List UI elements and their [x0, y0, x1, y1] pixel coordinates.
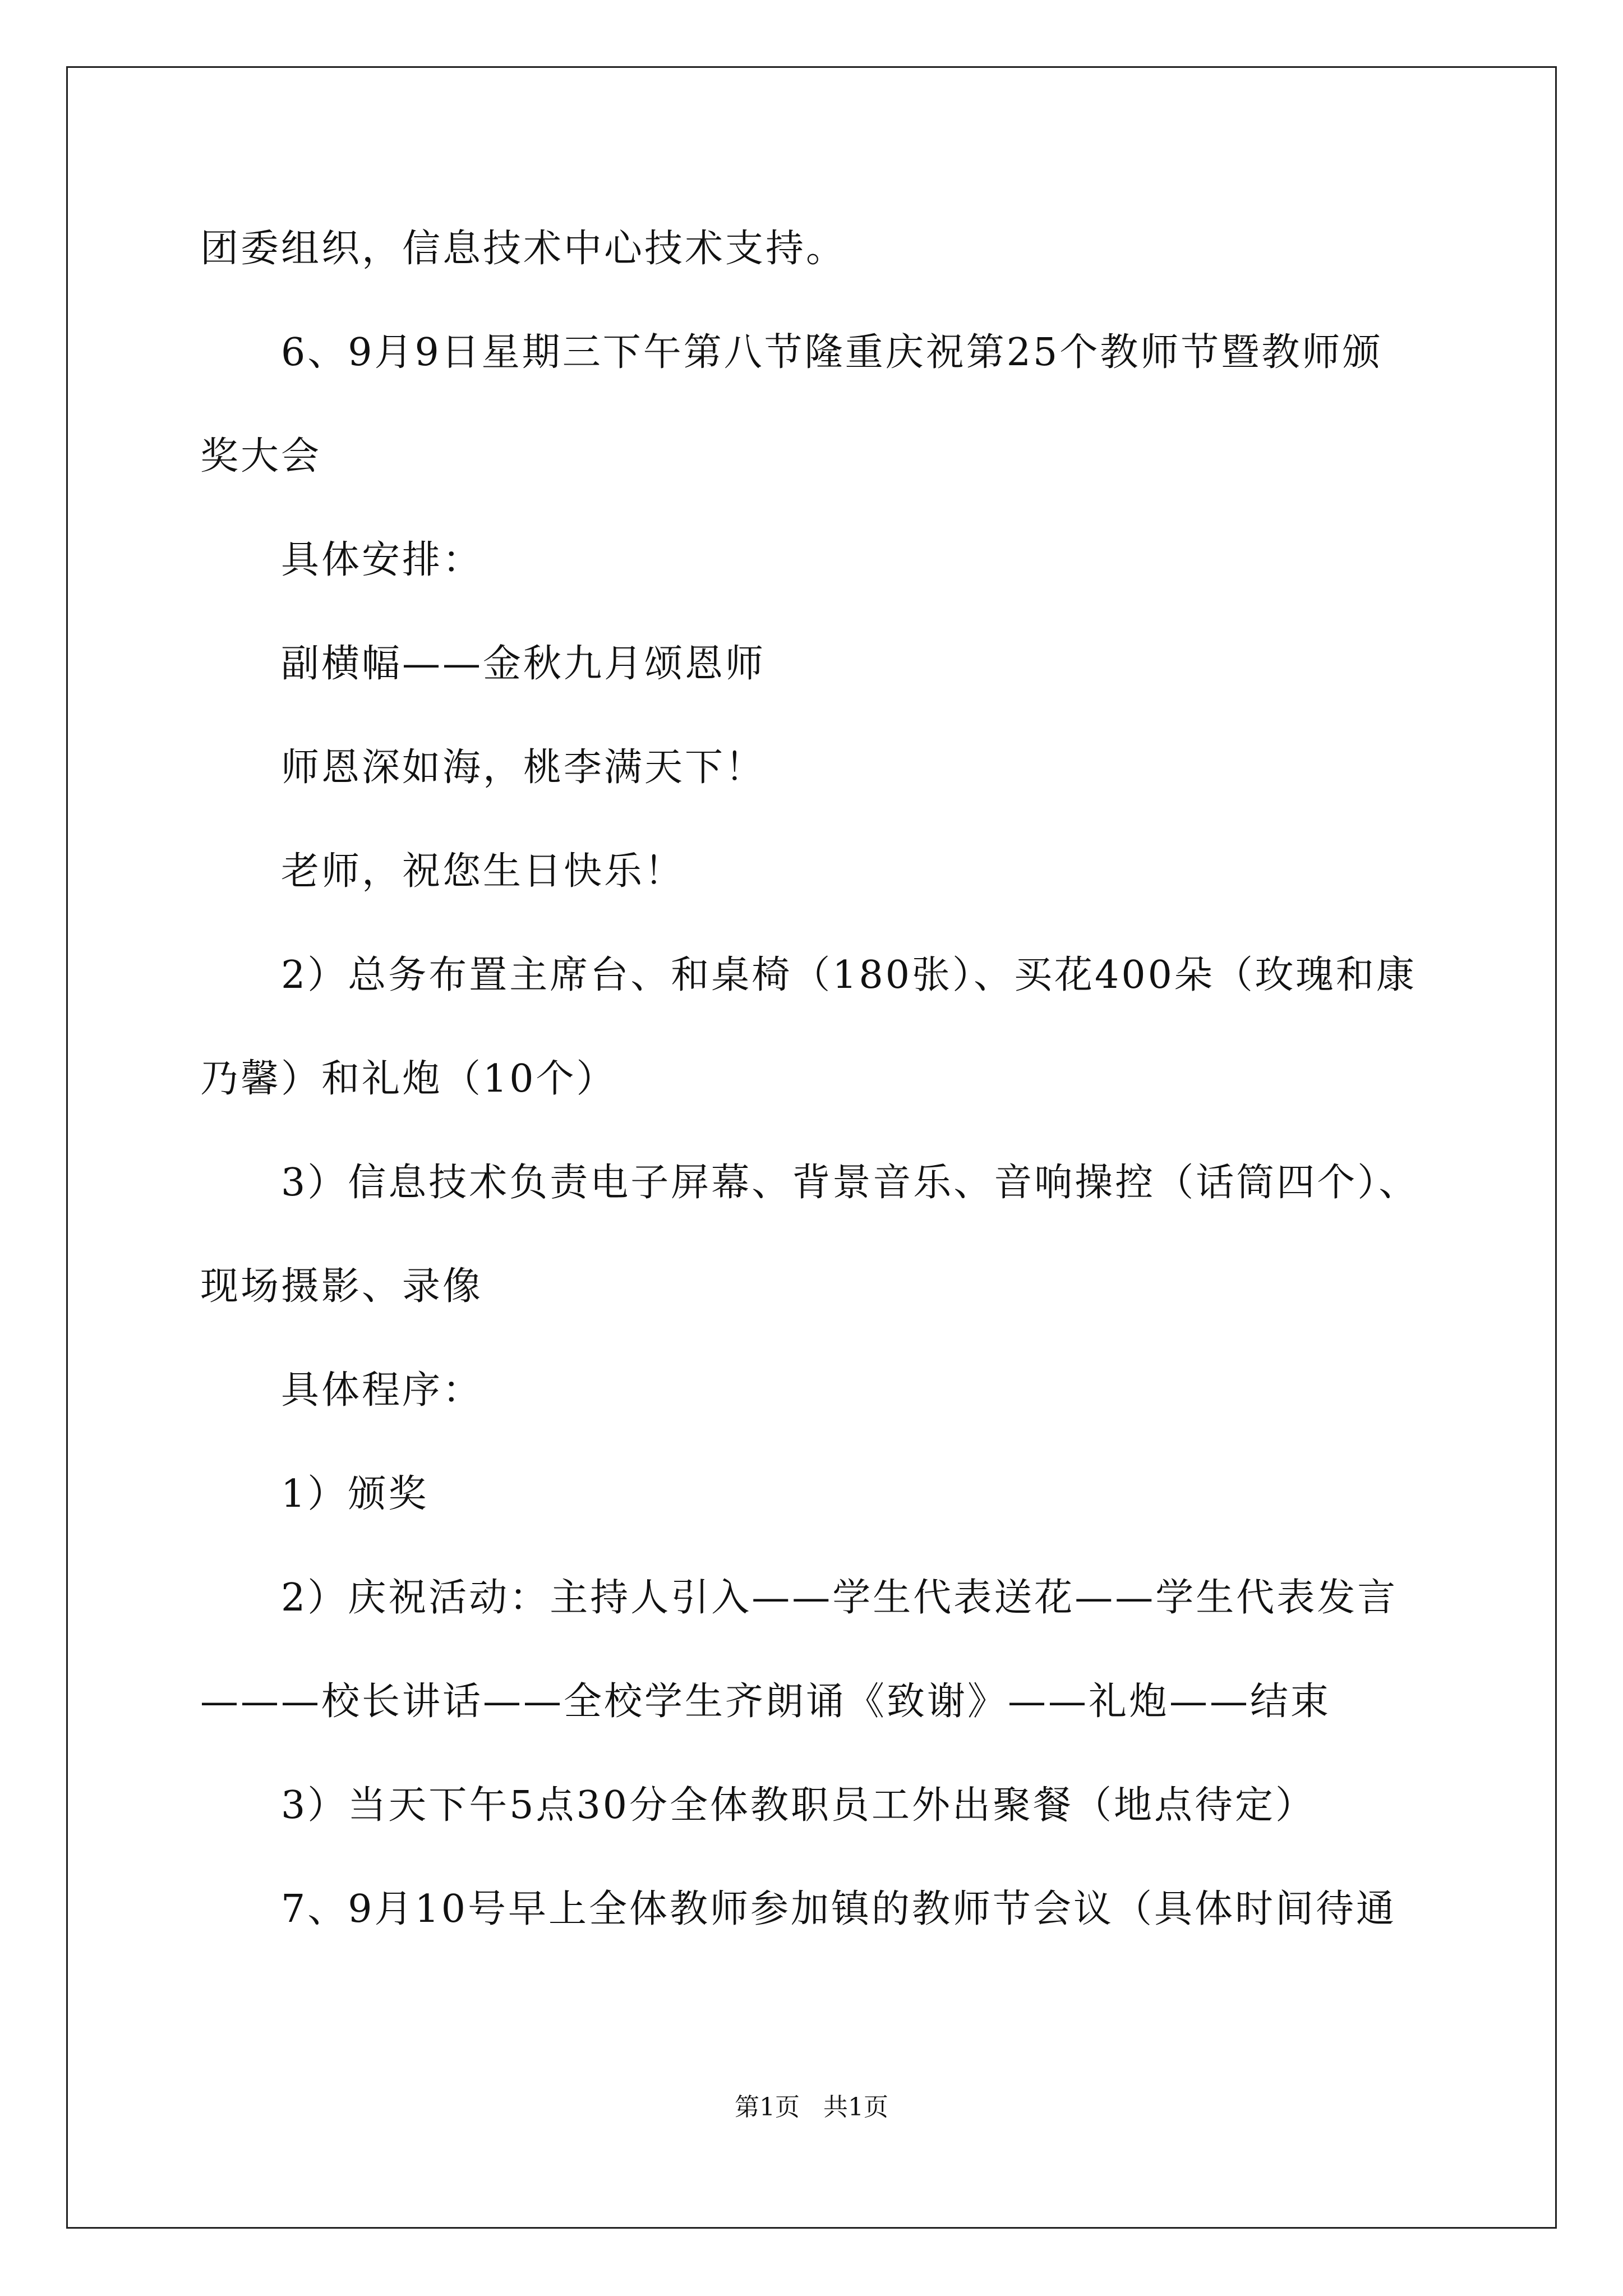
text-line: 6、9月9日星期三下午第八节隆重庆祝第25个教师节暨教师颁	[281, 330, 1383, 375]
text-line: 奖大会	[200, 434, 322, 478]
text-line: 现场摄影、录像	[200, 1264, 483, 1309]
text-line: 师恩深如海，桃李满天下！	[281, 746, 766, 790]
text-line: 2）庆祝活动：主持人引入——学生代表送花——学生代表发言	[281, 1576, 1398, 1620]
text-line: 具体程序：	[281, 1368, 483, 1412]
text-line: 乃馨）和礼炮（10个）	[200, 1057, 617, 1101]
page-footer: 第1页 共1页	[735, 2093, 888, 2122]
text-line: 7、9月10号早上全体教师参加镇的教师节会议（具体时间待通	[281, 1887, 1397, 1931]
text-line: 3）当天下午5点30分全体教职员工外出聚餐（地点待定）	[281, 1783, 1316, 1828]
text-line: 具体安排：	[281, 538, 483, 582]
text-line: 老师，祝您生日快乐！	[281, 849, 685, 894]
text-line: 1）颁奖	[281, 1472, 429, 1516]
text-line: ———校长讲话——全校学生齐朗诵《致谢》——礼炮——结束	[200, 1680, 1331, 1724]
text-line: 2）总务布置主席台、和桌椅（180张）、买花400朵（玫瑰和康	[281, 953, 1417, 997]
text-line: 团委组织，信息技术中心技术支持。	[200, 227, 847, 271]
text-line: 3）信息技术负责电子屏幕、背景音乐、音响操控（话筒四个）、	[281, 1161, 1419, 1205]
text-line: 副横幅——金秋九月颂恩师	[281, 642, 766, 686]
